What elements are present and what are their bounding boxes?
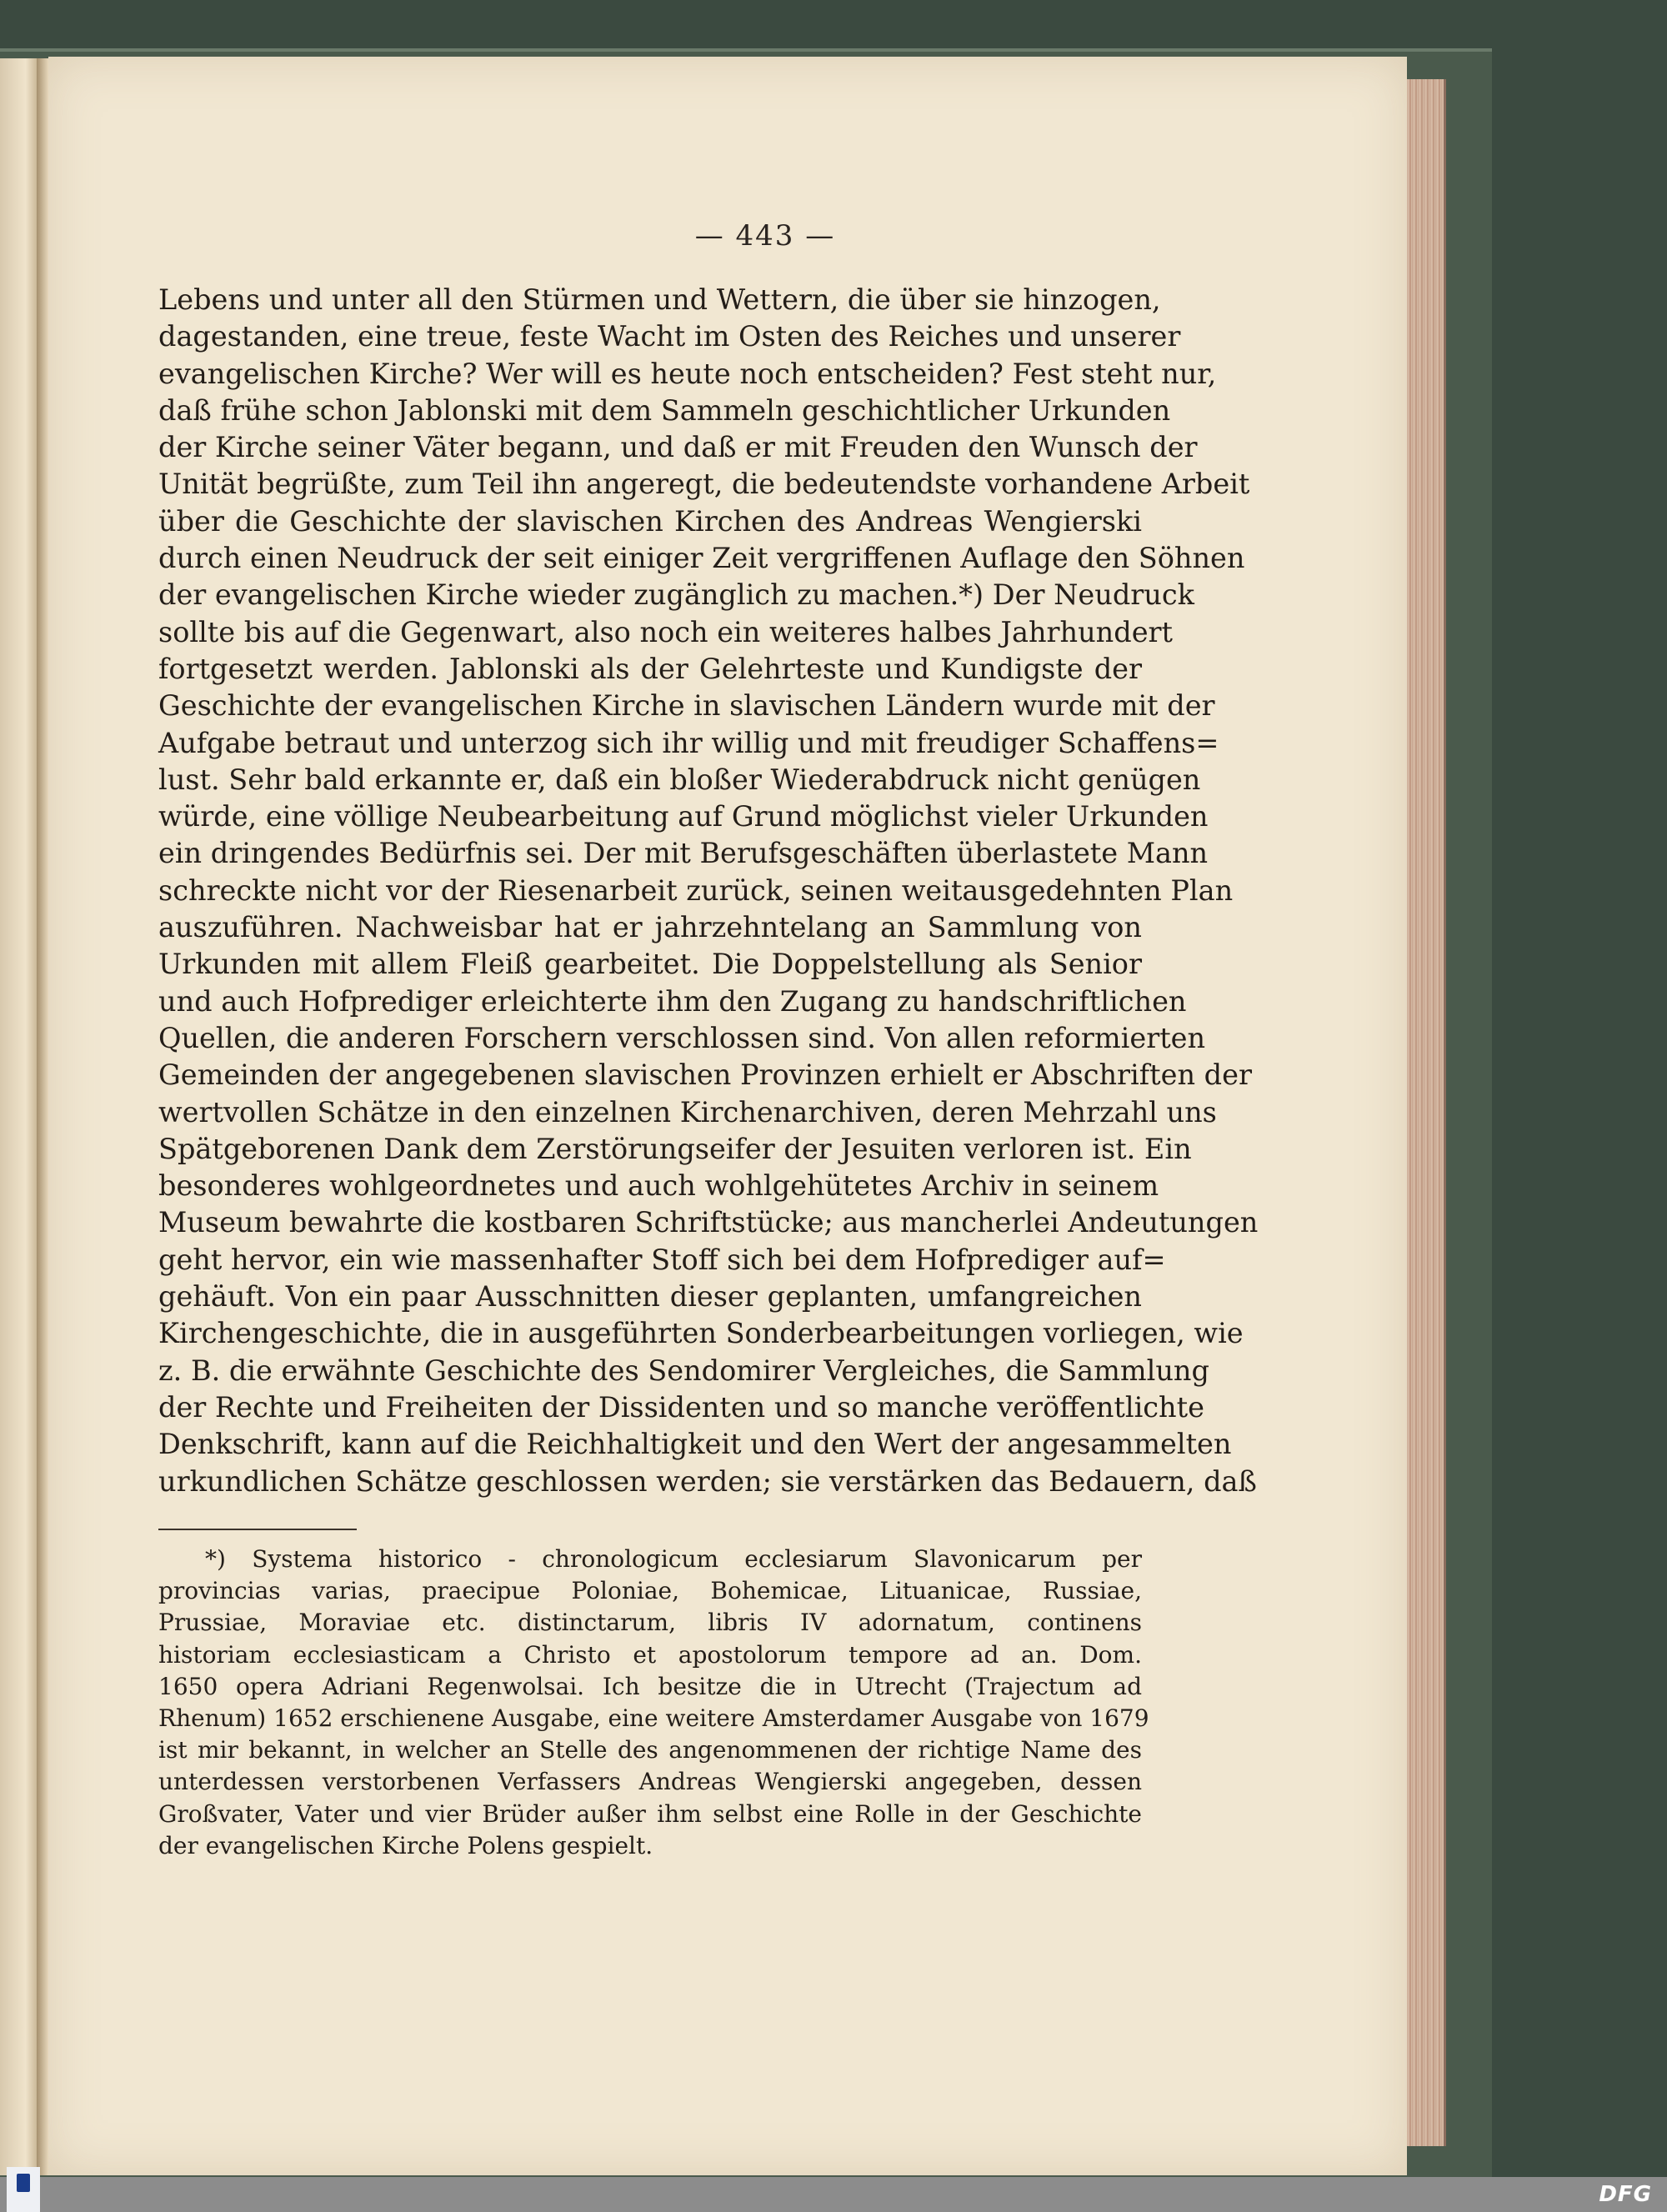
text-line: Aufgabe betraut und unterzog sich ihr willig und mit freudiger Schaffens= (158, 726, 1219, 759)
text-line: würde, eine völlige Neubearbeitung auf Grund möglichst vieler Urkunden (158, 800, 1209, 833)
text-line: Kirchengeschichte, die in ausgeführten Sonderbearbeitungen vorliegen, wie (158, 1317, 1244, 1350)
footnote-line: Rhenum) 1652 erschienene Ausgabe, eine weitere Amsterdamer Ausgabe von 1679 (158, 1704, 1149, 1733)
dfg-logo: DFG (1599, 2182, 1652, 2207)
footnote-line: Prussiae, Moraviae etc. distinctarum, libris IV adornatum, continens (158, 1609, 1142, 1637)
text-line: lust. Sehr bald erkannte er, daß ein bloßer Wiederabdruck nicht genügen (158, 763, 1201, 796)
text-line: der Kirche seiner Väter begann, und daß er mit Freuden den Wunsch der (158, 431, 1198, 464)
footnote-line: *) Systema historico - chronologicum ecclesiarum Slavonicarum per (205, 1545, 1142, 1573)
text-line: ein dringendes Bedürfnis sei. Der mit Berufsgeschäften überlastete Mann (158, 837, 1209, 870)
text-line: besonderes wohlgeordnetes und auch wohlgehütetes Archiv in seinem (158, 1169, 1159, 1203)
footnote-line: Großvater, Vater und vier Brüder außer ihm selbst eine Rolle in der Geschichte (158, 1799, 1142, 1828)
text-line: über die Geschichte der slavischen Kirchen des Andreas Wengierski (158, 504, 1142, 538)
text-line: fortgesetzt werden. Jablonski als der Gelehrteste und Kundigste der (158, 652, 1142, 685)
book-gutter (37, 58, 48, 2175)
footnote-line: ist mir bekannt, in welcher an Stelle des angenommenen der richtige Name des (158, 1736, 1142, 1764)
text-line: der Rechte und Freiheiten der Dissidenten und so manche veröffentlichte (158, 1390, 1204, 1424)
text-line: gehäuft. Von ein paar Ausschnitten dieser geplanten, umfangreichen (158, 1280, 1142, 1314)
text-line: Spätgeborenen Dank dem Zerstörungseifer der Jesuiten verloren ist. Ein (158, 1132, 1192, 1165)
text-line: Lebens und unter all den Stürmen und Wettern, die über sie hinzogen, (158, 283, 1161, 316)
text-line: z. B. die erwähnte Geschichte des Sendomirer Vergleiches, die Sammlung (158, 1354, 1209, 1387)
text-line: Quellen, die anderen Forschern verschlossen sind. Von allen reformierten (158, 1021, 1206, 1054)
text-line: dagestanden, eine treue, feste Wacht im Osten des Reiches und unserer (158, 320, 1181, 353)
text-line: urkundlichen Schätze geschlossen werden; sie verstärken das Bedauern, daß (158, 1464, 1257, 1498)
footnote (158, 1544, 1149, 1862)
footnote-rule (158, 1529, 357, 1530)
text-line: evangelischen Kirche? Wer will es heute noch entscheiden? Fest steht nur, (158, 357, 1217, 390)
text-line: schreckte nicht vor der Riesenarbeit zurück, seinen weitausgedehnten Plan (158, 873, 1234, 907)
text-line: sollte bis auf die Gegenwart, also noch ein weiteres halbes Jahrhundert (158, 615, 1174, 648)
text-line: Gemeinden der angegebenen slavischen Provinzen erhielt er Abschriften der (158, 1058, 1252, 1092)
text-line: Urkunden mit allem Fleiß gearbeitet. Die Doppelstellung als Senior (158, 948, 1142, 981)
footnote-line: 1650 opera Adriani Regenwolsai. Ich besitze die in Utrecht (Trajectum ad (158, 1672, 1142, 1700)
footnote-line: unterdessen verstorbenen Verfassers Andreas Wengierski angegeben, dessen (158, 1768, 1142, 1796)
text-line: der evangelischen Kirche wieder zugänglich zu machen.*) Der Neudruck (158, 578, 1194, 612)
text-line: wertvollen Schätze in den einzelnen Kirchenarchiven, deren Mehrzahl uns (158, 1095, 1217, 1129)
footnote-line: der evangelischen Kirche Polens gespielt. (158, 1831, 653, 1859)
footnote-line: provincias varias, praecipue Poloniae, Bohemicae, Lituanicae, Russiae, (158, 1577, 1142, 1605)
text-line: Geschichte der evangelischen Kirche in slavischen Ländern wurde mit der (158, 689, 1215, 723)
main-text (158, 282, 1259, 1500)
text-line: durch einen Neudruck der seit einiger Zeit vergriffenen Auflage den Söhnen (158, 542, 1245, 575)
text-line: auszuführen. Nachweisbar hat er jahrzehntelang an Sammlung von (158, 911, 1142, 944)
page-edges (1400, 79, 1446, 2146)
text-line: Unität begrüßte, zum Teil ihn angeregt, die bedeutendste vorhandene Arbeit (158, 468, 1250, 501)
previous-page-edge (0, 58, 38, 2175)
text-line: Denkschrift, kann auf die Reichhaltigkeit und den Wert der angesammelten (158, 1428, 1232, 1461)
text-line: Museum bewahrte die kostbaren Schriftstücke; aus mancherlei Andeutungen (158, 1206, 1259, 1239)
text-line: und auch Hofprediger erleichterte ihm den Zugang zu handschriftlichen (158, 984, 1187, 1018)
text-line: daß frühe schon Jablonski mit dem Sammeln geschichtlicher Urkunden (158, 393, 1171, 427)
text-line: geht hervor, ein wie massenhafter Stoff sich bei dem Hofprediger auf= (158, 1243, 1166, 1276)
viewer-bottom-bar (0, 2177, 1667, 2212)
library-logo-icon (7, 2167, 40, 2212)
footnote-line: historiam ecclesiasticam a Christo et apostolorum tempore ad an. Dom. (158, 1640, 1142, 1669)
page-number: — 443 — (694, 219, 836, 253)
